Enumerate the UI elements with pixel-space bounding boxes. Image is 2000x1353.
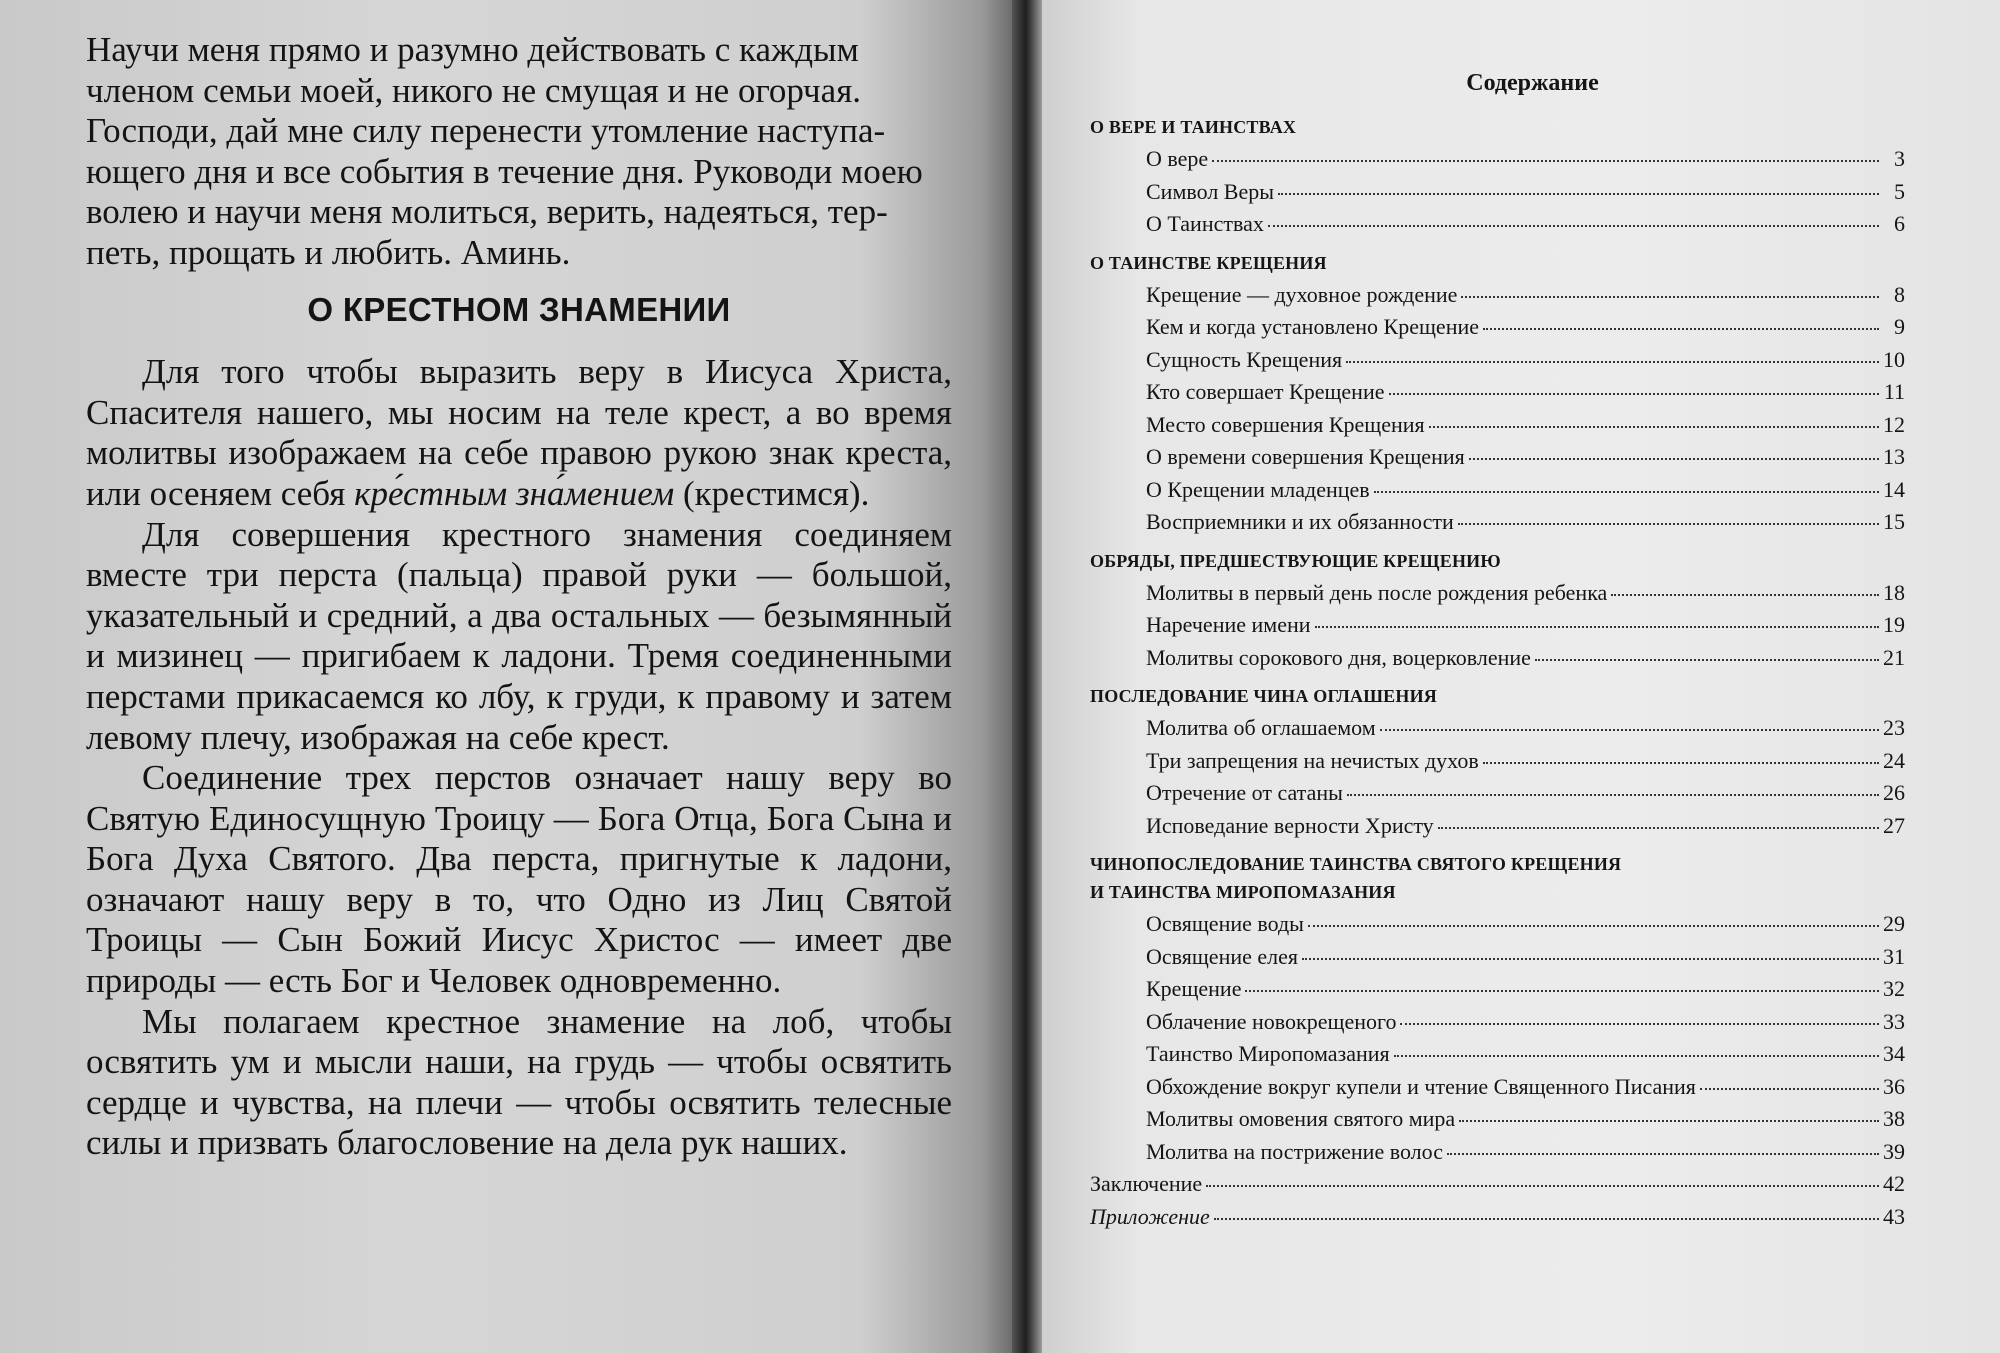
toc-entry-label: Отречение от сатаны [1146,780,1343,805]
toc-page-number: 3 [1894,146,1905,171]
toc-leader-dots [1535,659,1879,661]
toc-entry-label: Крещение — духовное рождение [1146,281,1458,307]
toc-page-number: 26 [1883,780,1905,805]
prayer-line: ющего дня и все события в течение дня. Руководи моею [86,151,923,191]
prayer-line: Научи меня прямо и разумно действовать с каждым [86,30,859,69]
toc-entry-label: Три запрещения на нечистых духов [1146,747,1479,773]
table-of-contents [1090,70,1905,1233]
toc-leader-dots [1429,426,1879,428]
toc-leader-dots [1389,393,1880,395]
section-heading: О КРЕСТНОМ ЗНАМЕНИИ [307,290,731,328]
toc-page-number: 10 [1883,346,1905,372]
toc-leader-dots [1447,1153,1879,1155]
toc-entry-label: Молитвы сорокового дня, воцерковление [1146,644,1531,670]
toc-leader-dots [1438,827,1879,829]
toc-entry[interactable] [1090,376,1905,409]
italic-term: кре́стным зна́мением [354,473,675,513]
toc-entry-label: Освящение воды [1146,911,1304,936]
toc-entry-label: О вере [1146,146,1209,171]
toc-entry-label: Молитвы в первый день после рождения ребенка [1146,579,1608,605]
toc-leader-dots [1245,990,1879,992]
paragraph-sign-meaning: Мы полагаем крестное знамение на лоб, чтобы освятить ум и мысли наши, на грудь — чтобы освятить сердце и чувства, на плечи — чтобы освятить телесные силы и призвать благословение на дела рук наших. [86,1001,952,1163]
toc-entry-label: Обхождение вокруг купели и чтение Священного Писания [1146,1073,1696,1099]
toc-entry-label: О времени совершения Крещения [1146,444,1465,469]
toc-section-heading: ПОСЛЕДОВАНИЕ ЧИНА ОГЛАШЕНИЯ [1090,686,1437,706]
toc-entry[interactable] [1090,208,1905,241]
prayer-line: Господи, дай мне силу перенести утомление наступа- [86,111,886,151]
toc-leader-dots [1458,523,1879,525]
toc-page-number: 24 [1883,747,1905,773]
toc-page-number: 13 [1883,444,1905,469]
toc-entry-label: О Крещении младенцев [1146,476,1370,502]
toc-entry[interactable] [1090,311,1905,344]
toc-leader-dots [1459,1120,1879,1122]
toc-page-number: 36 [1883,1073,1905,1099]
toc-entry[interactable] [1090,1201,1905,1234]
prayer-ending [86,30,952,274]
toc-entry[interactable] [1090,973,1905,1006]
toc-page-number: 39 [1883,1138,1905,1164]
toc-title: Содержание [1466,70,1599,96]
book-gutter [1012,0,1042,1353]
toc-leader-dots [1483,328,1879,330]
toc-leader-dots [1214,1218,1879,1220]
toc-entry-label: Исповедание верности Христу [1146,812,1434,838]
toc-leader-dots [1469,458,1879,460]
toc-section-heading: ОБРЯДЫ, ПРЕДШЕСТВУЮЩИЕ КРЕЩЕНИЮ [1090,550,1501,571]
toc-entry-label: Молитва на пострижение волос [1146,1138,1443,1164]
prayer-line: членом семьи моей, никого не смущая и не огорчая. [86,70,862,110]
toc-leader-dots [1374,491,1879,493]
toc-entry[interactable] [1090,941,1905,974]
toc-entry-label: Приложение [1090,1203,1210,1229]
toc-page-number: 19 [1883,612,1905,637]
toc-entry[interactable] [1090,506,1905,539]
toc-page-number: 42 [1883,1171,1905,1196]
toc-leader-dots [1347,794,1879,796]
toc-entry[interactable] [1090,1168,1905,1201]
toc-entry[interactable] [1090,279,1905,312]
toc-entry[interactable] [1090,143,1905,176]
toc-page-number: 5 [1894,178,1905,204]
prayer-line: петь, прощать и любить. Аминь. [86,232,571,272]
toc-leader-dots [1302,958,1879,960]
toc-page-number: 6 [1894,211,1905,236]
paragraph-cross-wearing [86,352,952,514]
toc-page-number: 9 [1894,314,1905,339]
toc-section-heading: ЧИНОПОСЛЕДОВАНИЕ ТАИНСТВА СВЯТОГО КРЕЩЕНИЯ [1090,854,1622,874]
toc-page-number: 8 [1894,281,1905,307]
toc-section-heading: И ТАИНСТВА МИРОПОМАЗАНИЯ [1090,882,1396,902]
toc-entry[interactable] [1090,474,1905,507]
toc-page-number: 32 [1883,976,1905,1001]
toc-leader-dots [1394,1055,1879,1057]
toc-page-number: 34 [1883,1041,1905,1066]
toc-page-number: 38 [1883,1106,1905,1131]
toc-entry-label: О Таинствах [1146,211,1264,236]
toc-leader-dots [1483,762,1879,764]
toc-entry[interactable] [1090,577,1905,610]
toc-leader-dots [1461,296,1879,298]
paragraph-three-fingers: Для совершения крестного знамения соединяем вместе три перста (пальца) правой руки — большой, указательный и средний, а два остальных — безымянный и мизинец — пригибаем к ладони. Тремя соединенными перстами прикасаемся ко лбу, к груди, к правому и затем левому плечу, изображая на себе крест. [86,514,952,757]
toc-entry-label: Крещение [1146,976,1242,1001]
toc-page-number: 43 [1883,1203,1905,1229]
toc-entry[interactable] [1090,1006,1905,1039]
paragraph-text: (крестимся). [674,473,870,513]
toc-page-number: 31 [1883,943,1905,969]
toc-entry[interactable] [1090,810,1905,843]
toc-entry[interactable] [1090,344,1905,377]
toc-entry-label: Молитва об оглашаемом [1146,715,1376,740]
toc-page-number: 15 [1883,509,1905,534]
toc-entry[interactable] [1090,1071,1905,1104]
toc-entry[interactable] [1090,745,1905,778]
toc-entry[interactable] [1090,777,1905,810]
toc-page-number: 27 [1883,812,1905,838]
toc-leader-dots [1308,925,1879,927]
toc-page-number: 11 [1883,379,1905,404]
toc-leader-dots [1206,1185,1879,1187]
toc-entry[interactable] [1090,609,1905,642]
toc-entry[interactable] [1090,409,1905,442]
toc-page-number: 14 [1883,476,1905,502]
toc-page-number: 18 [1883,579,1905,605]
toc-entry-label: Освящение елея [1146,943,1299,969]
paragraph-text: Для того чтобы выразить веру в Иисуса Христа, Спасителя нашего, мы носим на теле крест, а во время молитвы изображаем на себе правою рукою знак креста, или осеняем себя [86,352,952,513]
toc-entry-label: Символ Веры [1146,178,1275,204]
toc-entry[interactable] [1090,1136,1905,1169]
toc-leader-dots [1380,729,1879,731]
toc-leader-dots [1611,594,1879,596]
toc-entry-label: Молитвы омовения святого мира [1146,1106,1456,1131]
toc-page-number: 21 [1883,644,1905,670]
toc-page-number: 33 [1883,1008,1905,1034]
toc-page-number: 29 [1883,911,1905,936]
toc-entry-label: Восприемники и их обязанности [1146,509,1454,534]
left-page-text [86,30,952,1164]
toc-page-number: 12 [1883,411,1905,437]
toc-entry-label: Кем и когда установлено Крещение [1146,314,1480,339]
toc-leader-dots [1400,1023,1879,1025]
toc-entry-label: Заключение [1090,1171,1203,1196]
toc-entry-label: Кто совершает Крещение [1146,379,1385,404]
toc-leader-dots [1268,225,1879,227]
toc-leader-dots [1346,361,1879,363]
toc-entry[interactable] [1090,441,1905,474]
toc-entry-label: Таинство Миропомазания [1146,1041,1390,1066]
toc-body [1090,115,1905,1233]
toc-entry[interactable] [1090,642,1905,675]
toc-entry-label: Сущность Крещения [1146,346,1343,372]
paragraph-trinity: Соединение трех перстов означает нашу веру во Святую Единосущную Троицу — Бога Отца, Бога Сына и Бога Духа Святого. Два перста, пригнутые к ладони, означают нашу веру в то, что Одно из Лиц Святой Троицы — Сын Божий Иисус Христос — имеет две природы — есть Бог и Человек одновременно. [86,758,952,1001]
toc-leader-dots [1212,160,1879,162]
toc-section-heading: О ВЕРЕ И ТАИНСТВАХ [1090,117,1297,137]
toc-section-heading: О ТАИНСТВЕ КРЕЩЕНИЯ [1090,252,1327,273]
toc-entry-label: Облачение новокрещеного [1146,1008,1397,1034]
toc-leader-dots [1278,193,1879,195]
toc-leader-dots [1315,626,1879,628]
toc-leader-dots [1700,1088,1879,1090]
prayer-line: волею и научи меня молиться, верить, надеяться, тер- [86,192,888,232]
toc-entry[interactable] [1090,1103,1905,1136]
toc-entry-label: Наречение имени [1146,612,1311,637]
toc-entry[interactable] [1090,176,1905,209]
toc-entry[interactable] [1090,908,1905,941]
toc-entry[interactable] [1090,712,1905,745]
toc-entry[interactable] [1090,1038,1905,1071]
toc-page-number: 23 [1883,715,1905,740]
toc-entry-label: Место совершения Крещения [1146,411,1425,437]
